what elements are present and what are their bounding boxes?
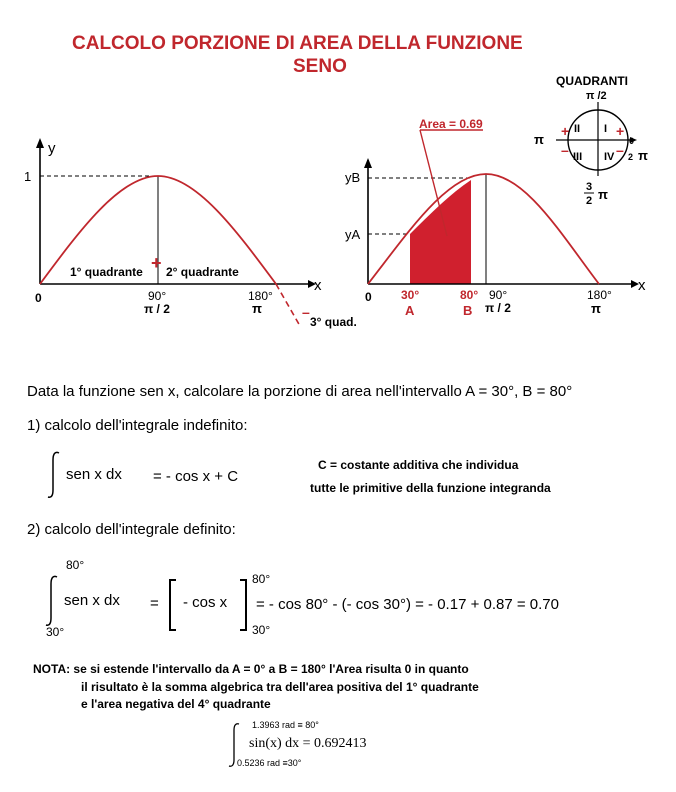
quadrants-diagram [528, 72, 673, 212]
step1-result: = - cos x + C [153, 468, 239, 485]
area-fill [410, 180, 471, 284]
x-tick-180: 180° [248, 289, 273, 303]
quad-bottom-den: 2 [586, 195, 593, 207]
yA-label: yA [345, 227, 361, 242]
x-tick-pi2: π / 2 [485, 301, 511, 315]
x-axis-label: x [638, 277, 646, 294]
q3-label: 3° quad. [310, 315, 357, 329]
x-tick-180: 180° [587, 288, 612, 302]
yB-label: yB [345, 170, 361, 185]
y-tick-1: 1 [24, 169, 32, 184]
area-label: Area = 0.69 [419, 117, 483, 131]
step1-note-line1: C = costante additiva che individua [318, 458, 519, 472]
quadrants-title: QUADRANTI [556, 74, 628, 88]
nota-line2: il risultato è la somma algebrica tra dell'area positiva del 1° quadrante [81, 680, 479, 694]
problem-statement: Data la funzione sen x, calcolare la porzione di area nell'intervallo A = 30°, B = 80° [27, 383, 573, 400]
q1-label: 1° quadrante [70, 265, 143, 279]
integral-sign-1 [44, 450, 64, 500]
step2-integrand: sen x dx [64, 592, 120, 609]
origin-label: 0 [365, 290, 372, 304]
label-B: B [463, 303, 473, 318]
step1-note-line2: tutte le primitive della funzione integranda [310, 481, 551, 495]
step2-upper-limit: 80° [66, 558, 85, 572]
step2-heading: 2) calcolo dell'integrale definito: [27, 521, 236, 538]
bracket-lower: 30° [252, 623, 271, 637]
quad-I: I [604, 123, 608, 135]
minus-sign: – [302, 304, 310, 320]
quad-top-label: π /2 [586, 90, 607, 102]
quad-IV: IV [604, 151, 615, 163]
x-axis-label: x [314, 277, 322, 294]
page-title: CALCOLO PORZIONE DI AREA DELLA FUNZIONE [72, 33, 523, 54]
quad-right-pi: π [638, 148, 648, 163]
nota-line3: e l'area negativa del 4° quadrante [81, 697, 271, 711]
x-tick-80: 80° [460, 288, 479, 302]
quad-III: III [573, 151, 583, 163]
quad-bottom-pi: π [598, 187, 608, 202]
q2-label: 2° quadrante [166, 265, 239, 279]
origin-label: 0 [35, 291, 42, 305]
nota-line1: NOTA: se si estende l'intervallo da A = 0° a B = 180° l'Area risulta 0 in quanto [33, 662, 469, 676]
step2-equals: = [150, 595, 159, 612]
quad-II-plus: + [561, 123, 570, 139]
quad-right-0: 0 [629, 136, 635, 146]
bracket-content: - cos x [183, 594, 228, 611]
step2-result: = - cos 80° - (- cos 30°) = - 0.17 + 0.87 = 0.70 [256, 596, 559, 613]
x-tick-90: 90° [148, 289, 167, 303]
x-tick-pi: π [591, 301, 601, 316]
y-axis-label: y [48, 140, 56, 157]
plus-sign: + [151, 253, 162, 273]
label-A: A [405, 303, 415, 318]
x-tick-90: 90° [489, 288, 508, 302]
integral-sign-2 [42, 574, 62, 628]
y-axis-arrow [36, 138, 44, 148]
formula-lower: 0.5236 rad ≡30° [237, 758, 302, 768]
formula-upper: 1.3963 rad ≡ 80° [252, 720, 319, 730]
x-tick-pi2: π / 2 [144, 302, 170, 316]
quad-left-label: π [534, 132, 544, 147]
step1-integrand: sen x dx [66, 466, 122, 483]
page-title-line2: SENO [293, 56, 347, 77]
x-tick-pi: π [252, 301, 262, 316]
quad-III-minus: – [561, 142, 569, 158]
quad-IV-minus: – [616, 142, 624, 158]
quad-bottom-num: 3 [586, 181, 593, 193]
formula-expr: sin(x) dx = 0.692413 [249, 736, 367, 751]
quad-II: II [574, 123, 581, 135]
y-axis-arrow [364, 158, 372, 168]
step2-lower-limit: 30° [46, 625, 65, 639]
x-tick-30: 30° [401, 288, 420, 302]
quad-right-2: 2 [628, 152, 634, 162]
quad-I-plus: + [616, 123, 625, 139]
bracket-upper: 80° [252, 572, 271, 586]
sine-curve-negative [276, 284, 300, 326]
step1-heading: 1) calcolo dell'integrale indefinito: [27, 417, 248, 434]
